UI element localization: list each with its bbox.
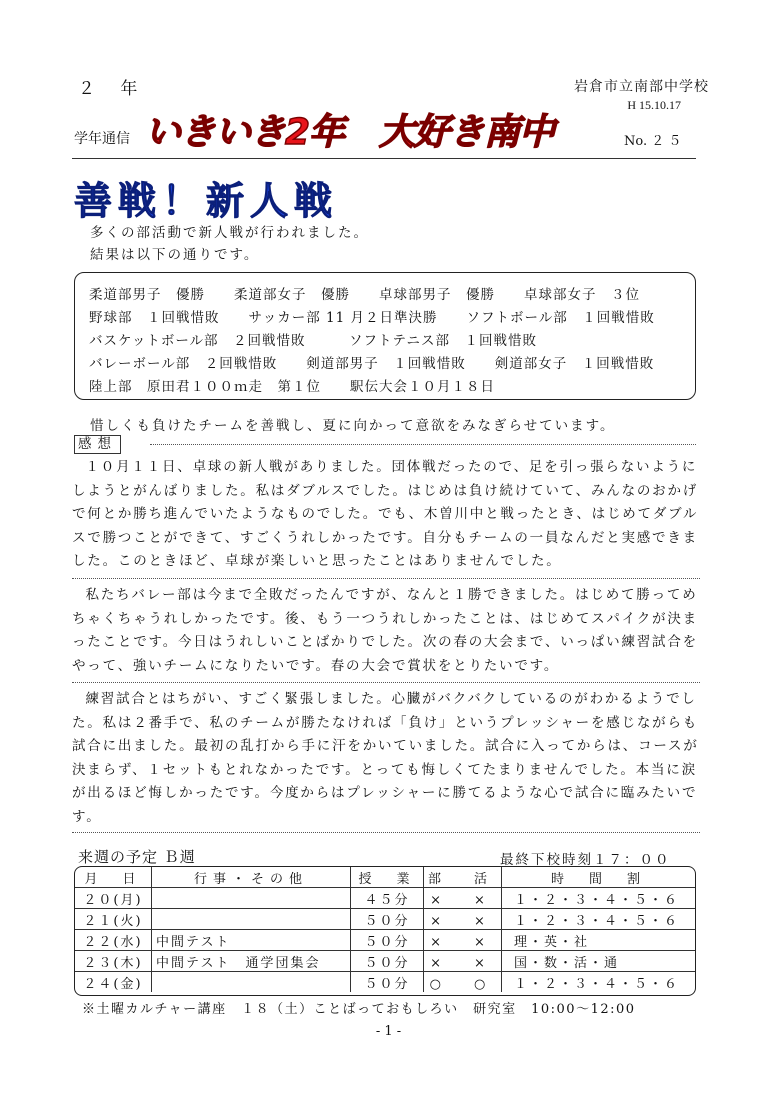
issue-date: H 15.10.17 <box>627 98 681 112</box>
cell-class: ５０分 <box>351 930 424 951</box>
col-header-club: 部 活 <box>424 867 502 888</box>
table-row <box>75 972 695 993</box>
cell-club: × × <box>424 888 502 909</box>
cell-event <box>152 909 351 930</box>
impression-text: １０月１１日、卓球の新人戦がありました。団体戦だったので、足を引っ張らないようにしようとがんばりました。私はダブルスでした。はじめは負け続けていて、みんなのおかげで何とか勝ち進んでいたようなものでした。でも、木曽川中と戦ったとき、はじめてダブルスで勝つことができて、すごくうれしかったです。自分もチームの一員なんだと実感できました。このときほど、卓球が楽しいと思ったことはありませんでした。 <box>72 459 699 569</box>
issue-number: No. ２ ５ <box>624 134 682 149</box>
schedule-table-box <box>74 866 696 996</box>
impression-text: 練習試合とはちがい、すごく緊張しました。心臓がバクバクしているのがわかるようでした。私は２番手で、私のチームが勝たなければ「負け」というプレッシャーを感じながらも試合に出ました。最初の乱打から手に汗をかいていました。試合に入ってからは、コースが決まらず、１セットもとれなかったです。とっても悔しくてたまりませんでした。本当に涙が出るほど悔しかったです。今度からはプレッシャーに勝てるような心で試合に臨みたいです。 <box>72 691 699 825</box>
col-header-class: 授 業 <box>351 867 424 888</box>
impression-paragraph <box>72 688 700 829</box>
col-header-periods: 時 間 割 <box>502 867 695 888</box>
table-row <box>75 930 695 951</box>
schedule-header-row <box>75 867 695 888</box>
results-box <box>74 272 696 400</box>
intro-line: 多くの部活動で新人戦が行われました。 <box>90 225 369 241</box>
cell-class: ５０分 <box>351 909 424 930</box>
cell-club: × × <box>424 930 502 951</box>
cell-periods: 国・数・活・通 <box>502 951 695 972</box>
impression-text: 私たちバレー部は今まで全敗だったんですが、なんと１勝できました。はじめて勝ってめちゃくちゃうれしかったです。後、もう一つうれしかったことは、はじめてスパイクが決まったことです。今日はうれしいことばかりでした。次の春の大会まで、いっぱい練習試合をやって、強いチームになりたいです。春の大会で賞状をとりたいです。 <box>72 587 698 674</box>
intro-line: 結果は以下の通りです。 <box>90 247 260 263</box>
cell-date: ２０(月) <box>75 888 152 909</box>
cell-date: ２２(水) <box>75 930 152 951</box>
table-row <box>75 909 695 930</box>
cell-periods: １・２・３・４・５・６ <box>502 909 695 930</box>
page-number: - 1 - <box>375 1024 402 1039</box>
section-separator <box>72 578 700 579</box>
school-name: 岩倉市立南部中学校 <box>574 79 709 95</box>
impressions-label: 感想 <box>74 435 121 454</box>
impressions-rule <box>150 444 696 445</box>
article-headline: 善戦！新人戦 <box>74 179 339 223</box>
cell-date: ２３(木) <box>75 951 152 972</box>
cell-periods: 理・英・社 <box>502 930 695 951</box>
col-header-date: 月 日 <box>75 867 152 888</box>
cell-class: ５０分 <box>351 951 424 972</box>
cell-event: 中間テスト <box>152 930 351 951</box>
result-line: バスケットボール部 ２回戦惜敗 ソフトテニス部 １回戦惜敗 <box>89 333 538 349</box>
schedule-title: 来週の予定 Ｂ週 <box>78 848 196 866</box>
result-line: 野球部 １回戦惜敗 サッカー部 11 月２日準決勝 ソフトボール部 １回戦惜敗 <box>89 310 655 326</box>
cell-club: × × <box>424 909 502 930</box>
col-header-event: 行事・その他 <box>152 867 351 888</box>
cell-class: ４５分 <box>351 888 424 909</box>
saturday-culture-note: ※土曜カルチャー講座 １８（土）ことばっておもしろい 研究室 10:00～12:00 <box>82 1002 636 1017</box>
cell-event <box>152 972 351 993</box>
last-dismissal-time: 最終下校時刻１７：００ <box>500 852 671 868</box>
newsletter-banner-title: いきいき2年 大好き南中 <box>145 112 555 153</box>
cell-club: ○ ○ <box>424 972 502 993</box>
newsletter-label: 学年通信 <box>74 131 130 147</box>
section-separator <box>72 832 700 833</box>
cell-class: ５０分 <box>351 972 424 993</box>
cell-club: × × <box>424 951 502 972</box>
result-line: 柔道部男子 優勝 柔道部女子 優勝 卓球部男子 優勝 卓球部女子 ３位 <box>89 287 640 303</box>
table-row <box>75 951 695 972</box>
cell-date: ２１(火) <box>75 909 152 930</box>
grade-label: ２ 年 <box>78 79 148 99</box>
result-line: 陸上部 原田君１００ｍ走 第１位 駅伝大会１０月１８日 <box>89 379 495 395</box>
cell-event <box>152 888 351 909</box>
header-divider <box>72 158 696 159</box>
cell-periods: １・２・３・４・５・６ <box>502 888 695 909</box>
schedule-table <box>75 867 695 992</box>
section-separator <box>72 682 700 683</box>
cell-date: ２４(金) <box>75 972 152 993</box>
table-row <box>75 888 695 909</box>
impression-paragraph <box>72 584 700 678</box>
results-comment: 惜しくも負けたチームを善戦し、夏に向かって意欲をみなぎらせています。 <box>90 418 616 434</box>
cell-periods: １・２・３・４・５・６ <box>502 972 695 993</box>
cell-event: 中間テスト 通学団集会 <box>152 951 351 972</box>
result-line: バレーボール部 ２回戦惜敗 剣道部男子 １回戦惜敗 剣道部女子 １回戦惜敗 <box>89 356 655 372</box>
impression-paragraph <box>72 456 700 574</box>
